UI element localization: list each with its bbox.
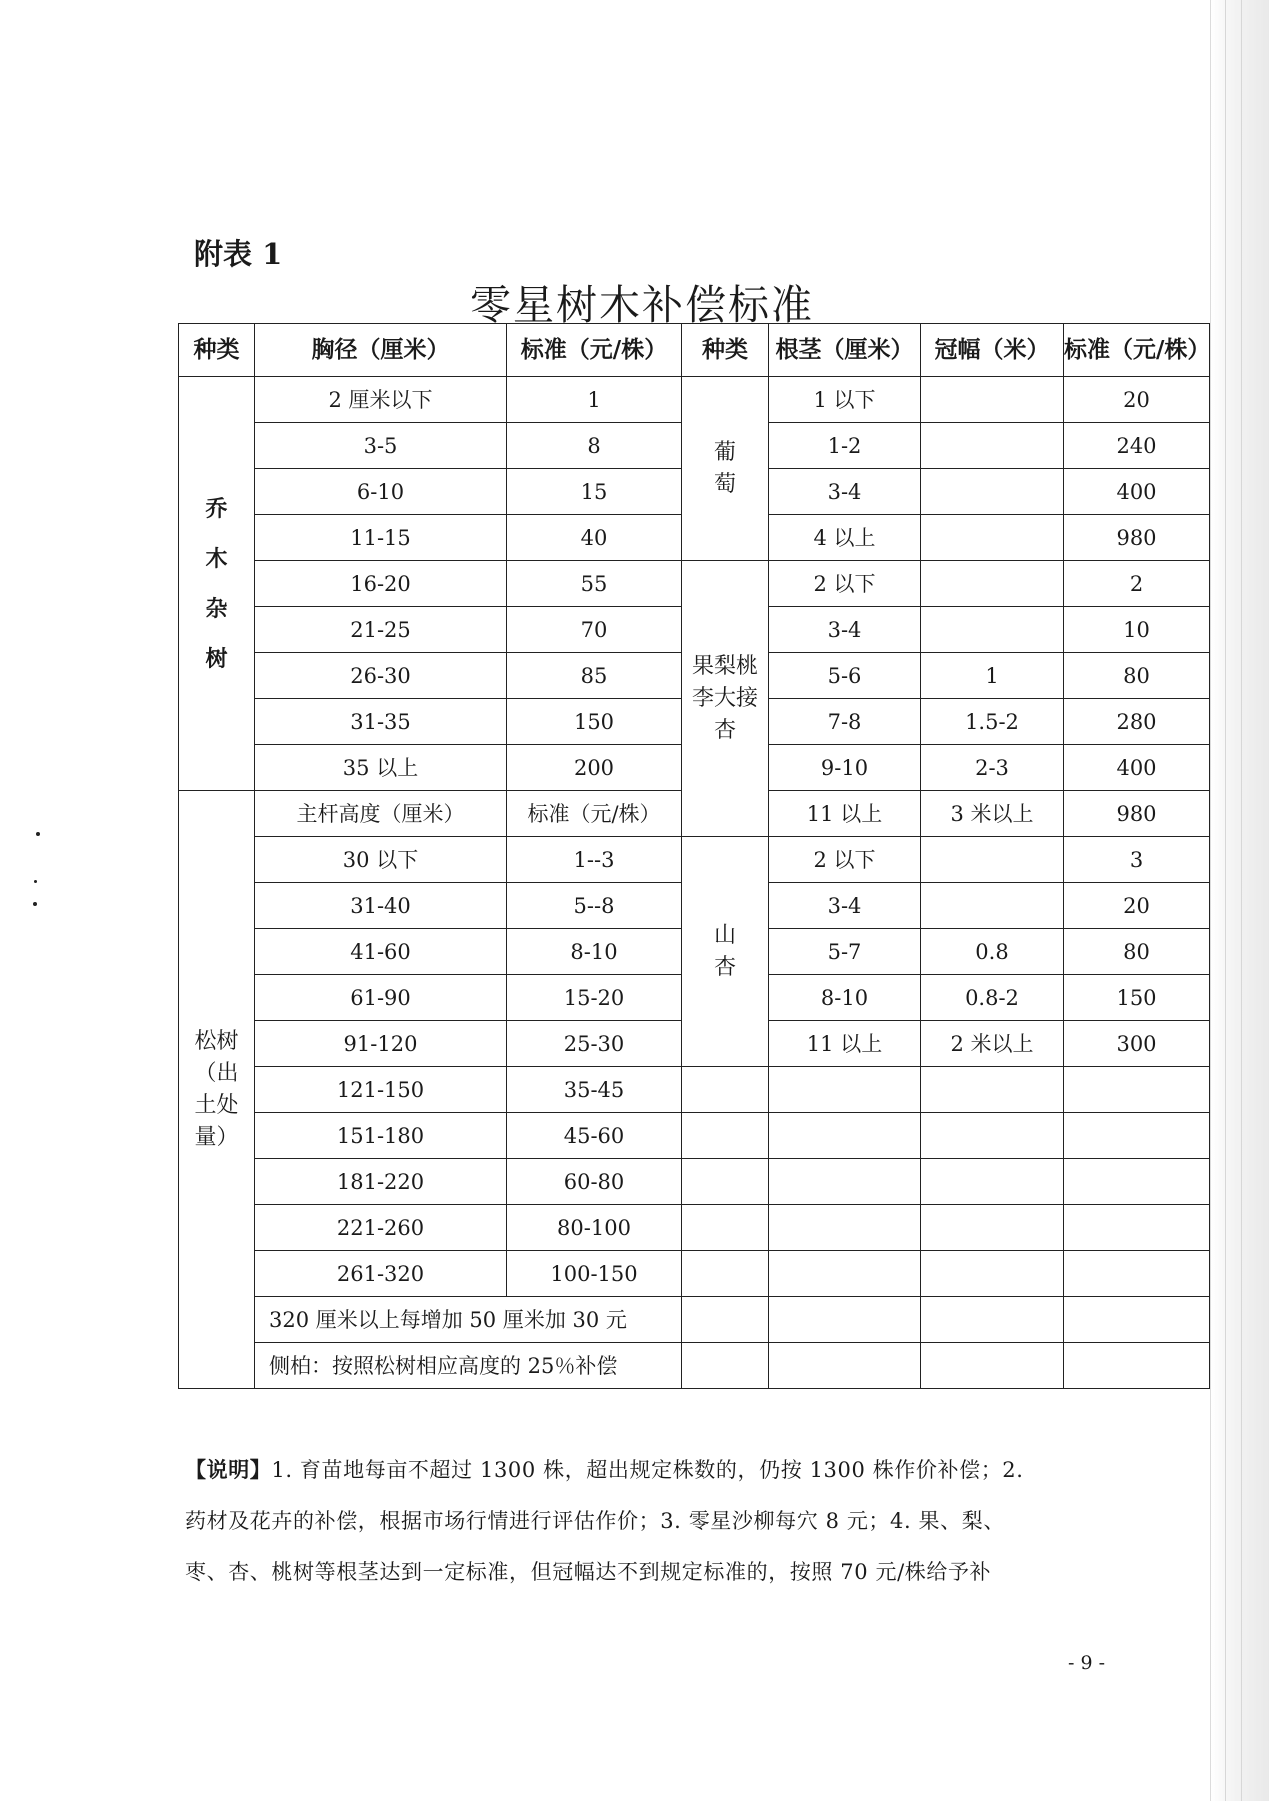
dbh-value: 26-30 [255, 653, 507, 699]
pine-note-2: 侧柏：按照松树相应高度的 25％补偿 [255, 1343, 682, 1389]
root-value: 11 以上 [769, 791, 921, 837]
pine-height-value: 151-180 [255, 1113, 507, 1159]
standard-right-value: 280 [1064, 699, 1210, 745]
root-value: 11 以上 [769, 1021, 921, 1067]
root-value: 3-4 [769, 607, 921, 653]
pine-standard-value: 35-45 [507, 1067, 682, 1113]
header-dbh: 胸径（厘米） [255, 324, 507, 377]
empty-cell [921, 1159, 1064, 1205]
notes-section [185, 1444, 1175, 1598]
table-row [179, 1067, 1210, 1113]
root-value: 8-10 [769, 975, 921, 1021]
notes-line-1: 1. 育苗地每亩不超过 1300 株，超出规定株数的，仍按 1300 株作价补偿；2. [271, 1458, 1024, 1482]
empty-cell [921, 1113, 1064, 1159]
category-tree: 乔 木 杂 树 [179, 377, 255, 791]
crown-value: 2-3 [921, 745, 1064, 791]
notes-line-2: 药材及花卉的补偿，根据市场行情进行评估作价；3. 零星沙柳每穴 8 元；4. 果、梨、 [185, 1509, 1005, 1533]
header-type-right: 种类 [682, 324, 769, 377]
notes-line-3: 枣、杏、桃树等根茎达到一定标准，但冠幅达不到规定标准的，按照 70 元/株给予补 [185, 1560, 992, 1584]
empty-cell [921, 1297, 1064, 1343]
pine-height-value: 41-60 [255, 929, 507, 975]
pine-standard-value: 60-80 [507, 1159, 682, 1205]
empty-cell [682, 1297, 769, 1343]
pine-height-value: 91-120 [255, 1021, 507, 1067]
header-crown: 冠幅（米） [921, 324, 1064, 377]
pine-height-subheader: 主杆高度（厘米） [255, 791, 507, 837]
pine-standard-value: 5--8 [507, 883, 682, 929]
standard-right-value: 400 [1064, 745, 1210, 791]
pine-standard-value: 100-150 [507, 1251, 682, 1297]
appendix-label: 附表 1 [194, 237, 283, 271]
root-value: 3-4 [769, 883, 921, 929]
empty-cell [769, 1067, 921, 1113]
root-value: 9-10 [769, 745, 921, 791]
empty-cell [1064, 1297, 1210, 1343]
crown-value [921, 607, 1064, 653]
empty-cell [921, 1067, 1064, 1113]
root-value: 5-6 [769, 653, 921, 699]
pine-standard-value: 15-20 [507, 975, 682, 1021]
empty-cell [769, 1159, 921, 1205]
dbh-value: 3-5 [255, 423, 507, 469]
table-row [179, 1205, 1210, 1251]
standard-right-value: 2 [1064, 561, 1210, 607]
table-header-row [179, 324, 1210, 377]
pine-standard-value: 1--3 [507, 837, 682, 883]
crown-value: 0.8-2 [921, 975, 1064, 1021]
crown-value [921, 515, 1064, 561]
empty-cell [1064, 1205, 1210, 1251]
root-value: 2 以下 [769, 561, 921, 607]
table-row [179, 1251, 1210, 1297]
empty-cell [1064, 1113, 1210, 1159]
empty-cell [1064, 1067, 1210, 1113]
standard-right-value: 150 [1064, 975, 1210, 1021]
compensation-table [178, 323, 1209, 1437]
document-title: 零星树木补偿标准 [470, 281, 814, 329]
empty-cell [682, 1159, 769, 1205]
dbh-value: 35 以上 [255, 745, 507, 791]
standard-value: 15 [507, 469, 682, 515]
empty-cell [1064, 1159, 1210, 1205]
standard-value: 40 [507, 515, 682, 561]
crown-value [921, 469, 1064, 515]
pine-standard-value: 45-60 [507, 1113, 682, 1159]
header-type-left: 种类 [179, 324, 255, 377]
root-value: 2 以下 [769, 837, 921, 883]
crown-value: 1.5-2 [921, 699, 1064, 745]
pine-standard-subheader: 标准（元/株） [507, 791, 682, 837]
category-apricot: 山 杏 [682, 837, 769, 1067]
crown-value [921, 423, 1064, 469]
dbh-value: 11-15 [255, 515, 507, 561]
notes-line [185, 1444, 1175, 1496]
table-row [179, 1297, 1210, 1343]
empty-cell [769, 1251, 921, 1297]
dbh-value: 6-10 [255, 469, 507, 515]
category-grape: 葡 萄 [682, 377, 769, 561]
standard-right-value: 980 [1064, 515, 1210, 561]
crown-value: 1 [921, 653, 1064, 699]
standard-value: 8 [507, 423, 682, 469]
empty-cell [769, 1205, 921, 1251]
empty-cell [921, 1205, 1064, 1251]
root-value: 4 以上 [769, 515, 921, 561]
pine-standard-value: 80-100 [507, 1205, 682, 1251]
pine-height-value: 31-40 [255, 883, 507, 929]
scan-mark [34, 880, 37, 883]
pine-height-value: 181-220 [255, 1159, 507, 1205]
standard-right-value: 20 [1064, 377, 1210, 423]
header-root: 根茎（厘米） [769, 324, 921, 377]
table-row [179, 837, 1210, 883]
pine-height-value: 61-90 [255, 975, 507, 1021]
crown-value [921, 837, 1064, 883]
standard-right-value: 10 [1064, 607, 1210, 653]
crown-value [921, 561, 1064, 607]
scan-mark [36, 832, 40, 836]
empty-cell [682, 1067, 769, 1113]
dbh-value: 16-20 [255, 561, 507, 607]
empty-cell [921, 1251, 1064, 1297]
standard-value: 150 [507, 699, 682, 745]
standard-value: 85 [507, 653, 682, 699]
category-fruit: 果梨桃 李大接 杏 [682, 561, 769, 837]
empty-cell [1064, 1343, 1210, 1389]
root-value: 1-2 [769, 423, 921, 469]
standard-right-value: 20 [1064, 883, 1210, 929]
standard-value: 55 [507, 561, 682, 607]
standard-value: 70 [507, 607, 682, 653]
table-row [179, 1113, 1210, 1159]
empty-cell [682, 1251, 769, 1297]
dbh-value: 21-25 [255, 607, 507, 653]
crown-value: 2 米以上 [921, 1021, 1064, 1067]
header-standard-left: 标准（元/株） [507, 324, 682, 377]
crown-value: 3 米以上 [921, 791, 1064, 837]
dbh-value: 31-35 [255, 699, 507, 745]
pine-height-value: 261-320 [255, 1251, 507, 1297]
standard-right-value: 980 [1064, 791, 1210, 837]
crown-value [921, 377, 1064, 423]
page-number: - 9 - [1068, 1652, 1106, 1674]
page-edge-shadow [1210, 0, 1269, 1801]
dbh-value: 2 厘米以下 [255, 377, 507, 423]
pine-standard-value: 8-10 [507, 929, 682, 975]
pine-height-value: 30 以下 [255, 837, 507, 883]
scan-mark [33, 902, 37, 906]
header-standard-right: 标准（元/株） [1064, 324, 1210, 377]
pine-height-value: 221-260 [255, 1205, 507, 1251]
standard-right-value: 240 [1064, 423, 1210, 469]
empty-cell [1064, 1251, 1210, 1297]
pine-height-value: 121-150 [255, 1067, 507, 1113]
empty-cell [682, 1113, 769, 1159]
table-row [179, 1159, 1210, 1205]
empty-cell [921, 1343, 1064, 1389]
empty-cell [769, 1113, 921, 1159]
standard-right-value: 400 [1064, 469, 1210, 515]
empty-cell [769, 1343, 921, 1389]
empty-cell [682, 1205, 769, 1251]
pine-standard-value: 25-30 [507, 1021, 682, 1067]
standard-right-value: 80 [1064, 653, 1210, 699]
category-pine: 松树 （出 土处 量） [179, 791, 255, 1389]
root-value: 5-7 [769, 929, 921, 975]
standard-value: 200 [507, 745, 682, 791]
root-value: 7-8 [769, 699, 921, 745]
standard-right-value: 3 [1064, 837, 1210, 883]
table-row [179, 377, 1210, 423]
empty-cell [682, 1343, 769, 1389]
crown-value: 0.8 [921, 929, 1064, 975]
standard-right-value: 80 [1064, 929, 1210, 975]
crown-value [921, 883, 1064, 929]
notes-label: 【说明】 [185, 1457, 272, 1482]
table-row [179, 1343, 1210, 1389]
root-value: 3-4 [769, 469, 921, 515]
root-value: 1 以下 [769, 377, 921, 423]
standard-value: 1 [507, 377, 682, 423]
pine-note-1: 320 厘米以上每增加 50 厘米加 30 元 [255, 1297, 682, 1343]
table-row [179, 561, 1210, 607]
standard-right-value: 300 [1064, 1021, 1210, 1067]
empty-cell [769, 1297, 921, 1343]
